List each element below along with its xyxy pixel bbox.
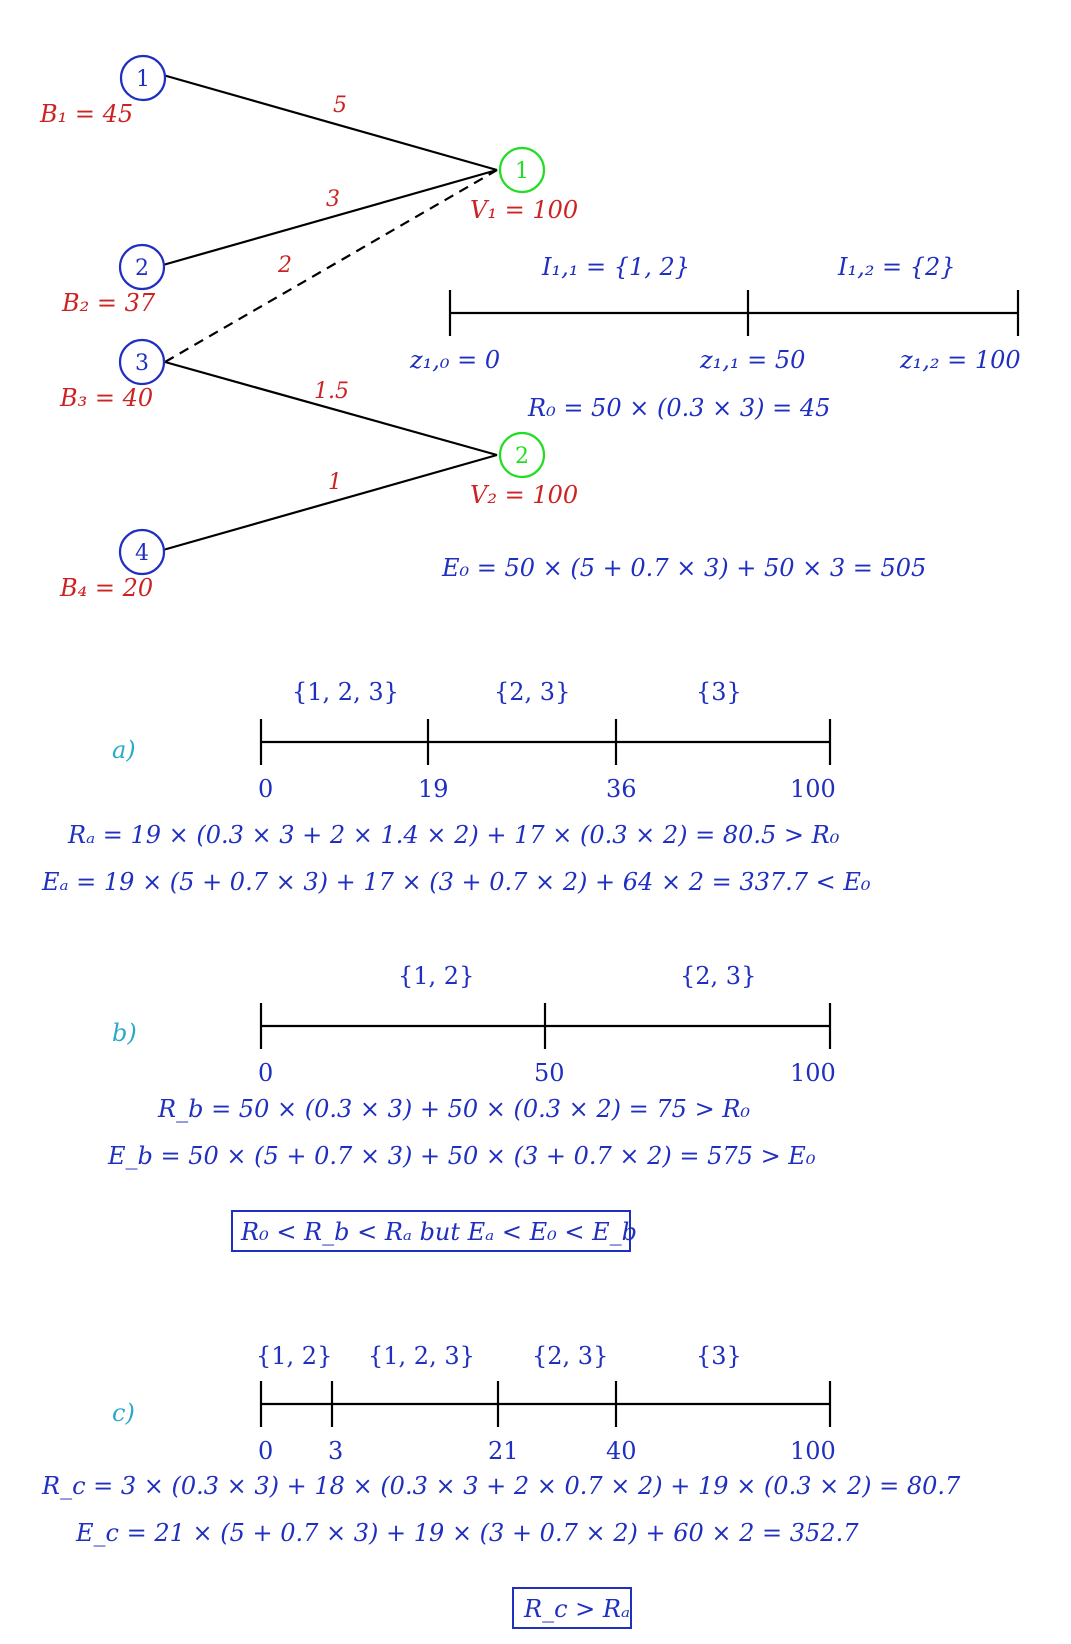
case-b-r: R_b = 50 × (0.3 × 3) + 50 × (0.3 × 2) = 75 > R₀ [158, 1095, 751, 1123]
source-node-2 [120, 245, 164, 289]
case-a-r: Rₐ = 19 × (0.3 × 3 + 2 × 1.4 × 2) + 17 × (0.3 × 2) = 80.5 > R₀ [68, 821, 840, 849]
case-a-label: a) [112, 736, 136, 764]
case-c-e: E_c = 21 × (5 + 0.7 × 3) + 19 × (3 + 0.7 × 2) + 60 × 2 = 352.7 [76, 1519, 859, 1547]
source-node-4 [120, 530, 164, 574]
budget-b3: B₃ = 40 [60, 384, 154, 412]
source-node-1 [121, 56, 165, 100]
case-b-summary: R₀ < R_b < Rₐ but Eₐ < E₀ < E_b [241, 1218, 637, 1246]
case-c-label: c) [112, 1399, 135, 1427]
value-v2: V₂ = 100 [470, 481, 579, 509]
case-c-set-3: {2, 3} [532, 1342, 609, 1370]
case-b-set-2: {2, 3} [680, 962, 757, 990]
case-b-tick-0: 0 [258, 1059, 274, 1087]
case-a-set-1: {1, 2, 3} [292, 678, 399, 706]
baseline-interval-2: I₁,₂ = {2} [838, 253, 956, 281]
case-a-e: Eₐ = 19 × (5 + 0.7 × 3) + 17 × (3 + 0.7 × 2) + 64 × 2 = 337.7 < E₀ [42, 868, 871, 896]
case-c-set-1: {1, 2} [256, 1342, 333, 1370]
edge-s3-t2 [165, 362, 497, 455]
source-node-3-label: 3 [135, 351, 149, 376]
target-node-1 [500, 148, 544, 192]
case-b-tick-50: 50 [534, 1059, 565, 1087]
edge-label-3: 3 [326, 187, 340, 212]
case-b-label: b) [112, 1019, 137, 1047]
case-c-tick-0: 0 [258, 1437, 274, 1465]
baseline-point-50: z₁,₁ = 50 [700, 346, 806, 374]
source-node-1-label: 1 [136, 67, 150, 92]
baseline-axis [450, 290, 1018, 336]
baseline-point-100: z₁,₂ = 100 [900, 346, 1021, 374]
budget-b2: B₂ = 37 [62, 289, 156, 317]
edge-s1-t1 [163, 75, 497, 170]
edge-label-5: 5 [333, 93, 347, 118]
case-a-tick-100: 100 [790, 775, 836, 803]
case-a-tick-36: 36 [606, 775, 637, 803]
case-a-tick-0: 0 [258, 775, 274, 803]
case-c-summary: R_c > Rₐ [524, 1595, 630, 1623]
case-b-e: E_b = 50 × (5 + 0.7 × 3) + 50 × (3 + 0.7 × 2) = 575 > E₀ [108, 1142, 816, 1170]
case-c-axis [261, 1381, 830, 1427]
edge-label-1-5: 1.5 [314, 379, 349, 404]
case-c-tick-21: 21 [488, 1437, 519, 1465]
source-node-2-label: 2 [135, 256, 149, 281]
case-c-set-4: {3} [696, 1342, 742, 1370]
baseline-e0: E₀ = 50 × (5 + 0.7 × 3) + 50 × 3 = 505 [442, 554, 927, 582]
case-a-axis [261, 719, 830, 765]
case-a-set-2: {2, 3} [494, 678, 571, 706]
case-c-r: R_c = 3 × (0.3 × 3) + 18 × (0.3 × 3 + 2 × 0.7 × 2) + 19 × (0.3 × 2) = 80.7 [42, 1472, 961, 1500]
case-b-set-1: {1, 2} [398, 962, 475, 990]
edge-label-2: 2 [278, 253, 292, 278]
case-c-tick-3: 3 [328, 1437, 344, 1465]
baseline-interval-1: I₁,₁ = {1, 2} [542, 253, 691, 281]
case-a-tick-19: 19 [418, 775, 449, 803]
edge-label-1: 1 [328, 470, 342, 495]
case-a-set-3: {3} [696, 678, 742, 706]
source-node-4-label: 4 [135, 541, 149, 566]
case-c-tick-100: 100 [790, 1437, 836, 1465]
budget-b1: B₁ = 45 [40, 100, 134, 128]
target-node-1-label: 1 [515, 159, 529, 184]
target-node-2-label: 2 [515, 444, 529, 469]
target-node-2 [500, 433, 544, 477]
edge-s2-t1 [163, 170, 497, 265]
source-node-3 [120, 340, 164, 384]
baseline-point-0: z₁,₀ = 0 [410, 346, 501, 374]
budget-b4: B₄ = 20 [60, 574, 154, 602]
value-v1: V₁ = 100 [470, 196, 579, 224]
case-c-set-2: {1, 2, 3} [368, 1342, 475, 1370]
case-c-tick-40: 40 [606, 1437, 637, 1465]
case-b-axis [261, 1003, 830, 1049]
baseline-r0: R₀ = 50 × (0.3 × 3) = 45 [528, 394, 831, 422]
case-b-tick-100: 100 [790, 1059, 836, 1087]
